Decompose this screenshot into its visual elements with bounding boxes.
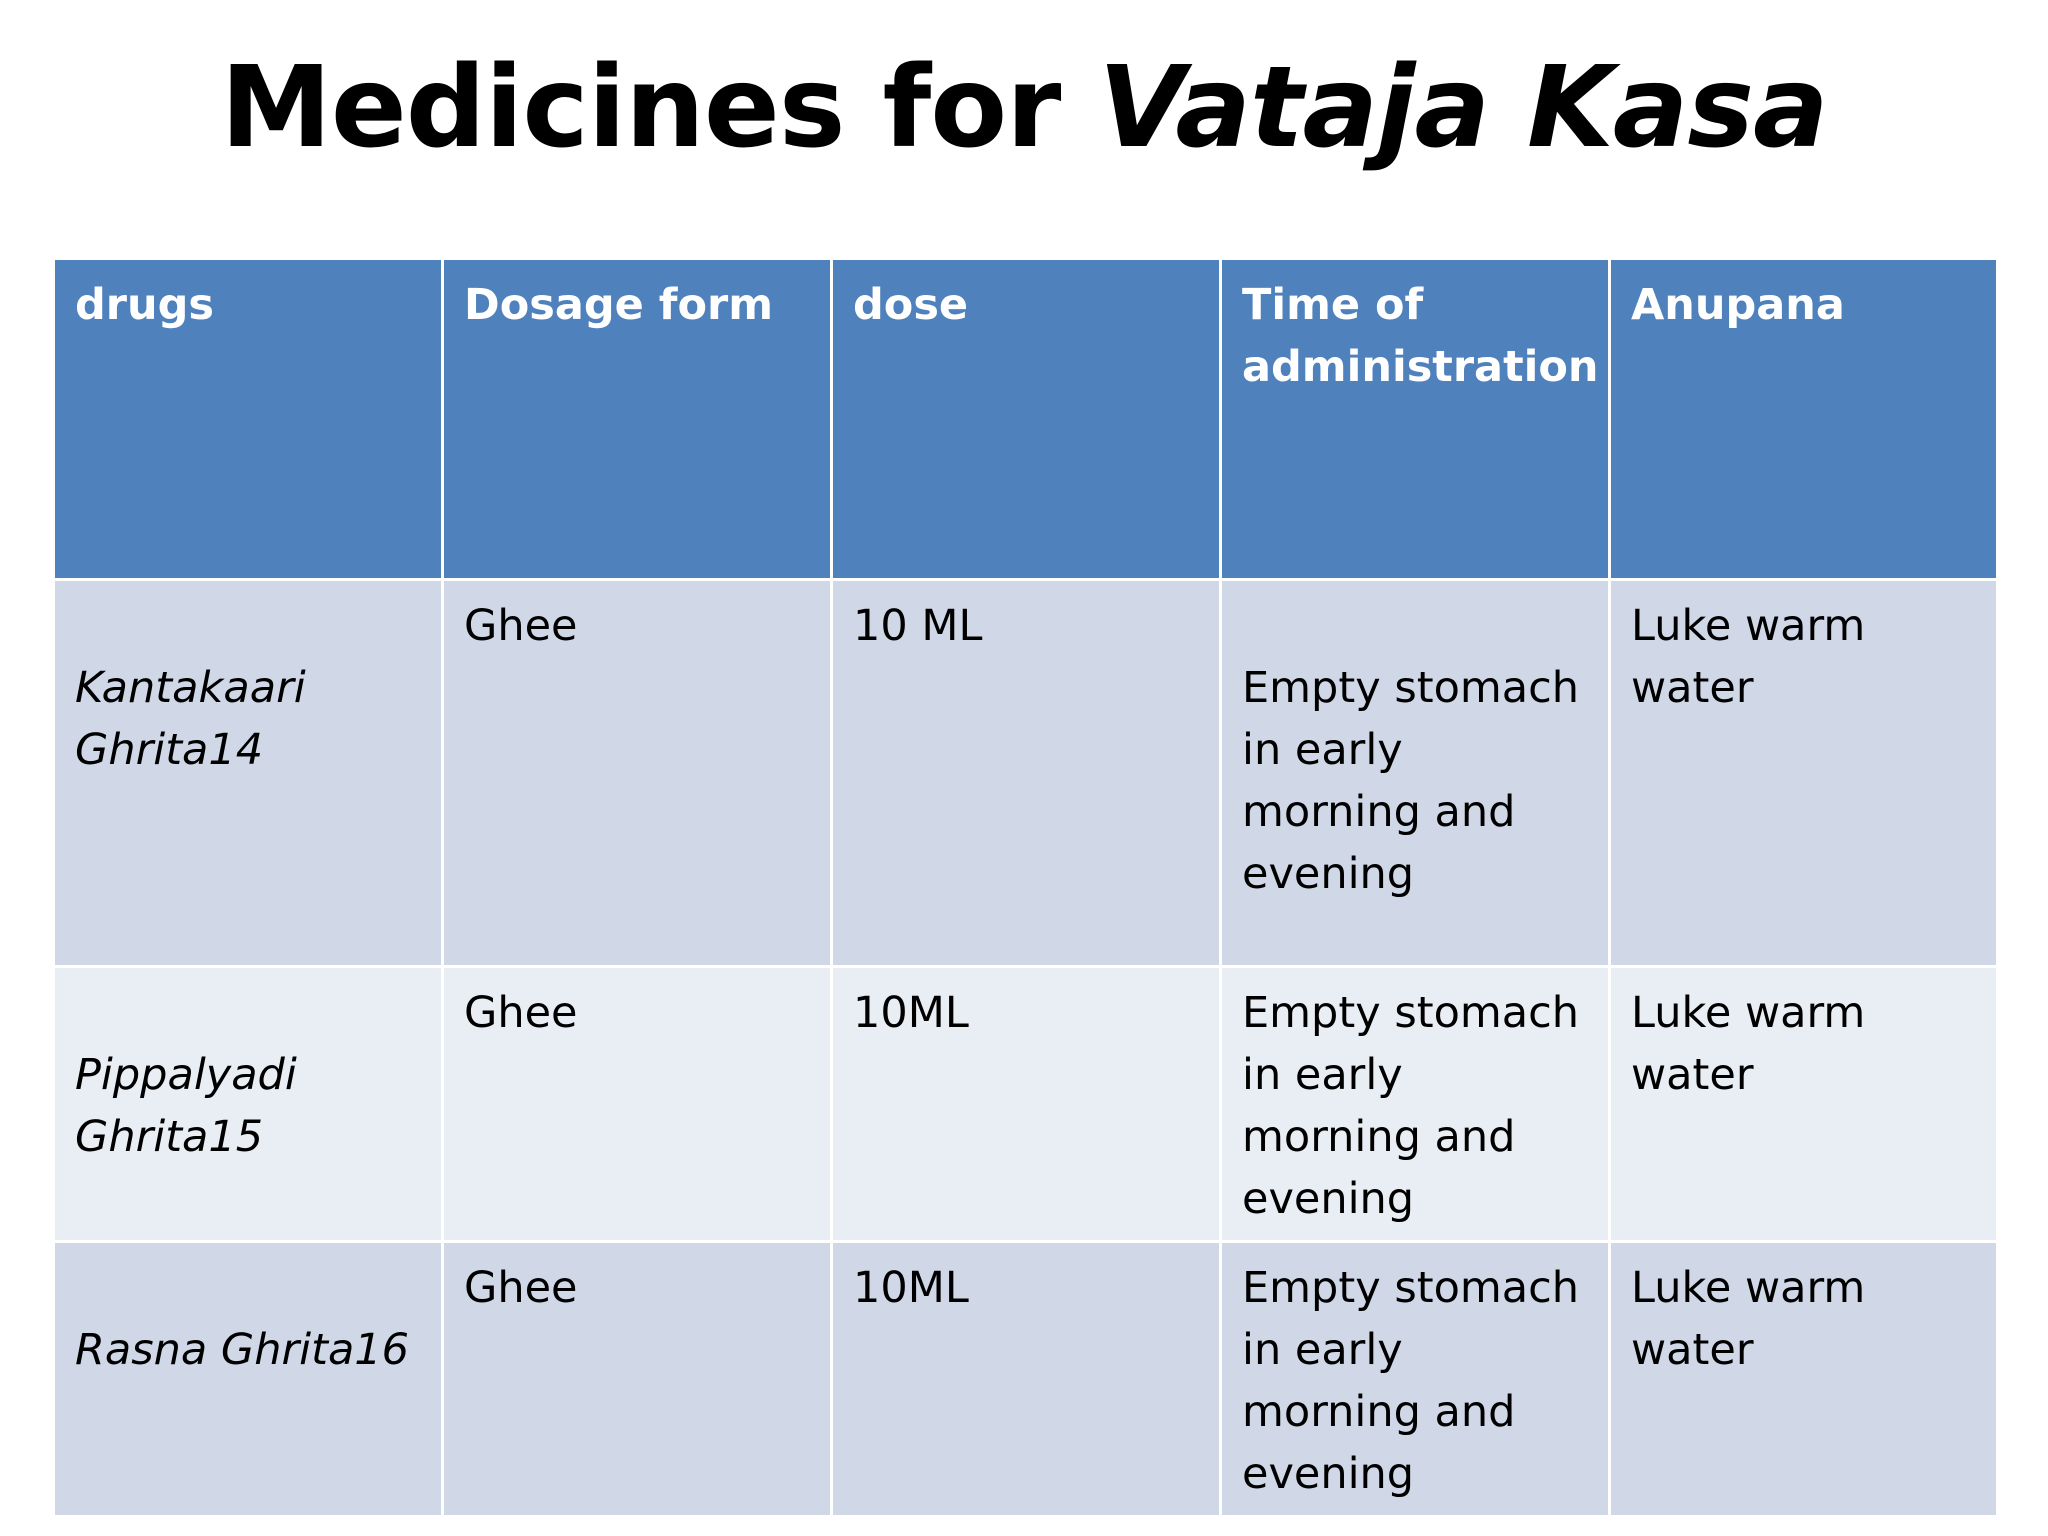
time-text: Empty stomach in early morning and evening <box>1242 663 1580 899</box>
cell-anupana: Luke warm water <box>1610 1242 1998 1517</box>
cell-drug <box>54 1242 443 1517</box>
cell-time <box>1221 580 1610 967</box>
cell-time: Empty stomach in early morning and evening <box>1221 967 1610 1242</box>
table-header-row <box>54 259 1998 580</box>
header-anupana: Anupana <box>1610 259 1998 580</box>
cell-dose: 10 ML <box>832 580 1221 967</box>
title-italic: Vataja Kasa <box>1098 43 1828 173</box>
cell-time: Empty stomach in early morning and evening <box>1221 1242 1610 1517</box>
cell-dosage-form: Ghee <box>443 580 832 967</box>
header-dose: dose <box>832 259 1221 580</box>
drug-name: Pippalyadi Ghrita15 <box>75 1050 297 1162</box>
medicines-table <box>52 257 1999 1518</box>
title-prefix: Medicines for <box>220 43 1099 173</box>
drug-name: Rasna Ghrita16 <box>75 1325 410 1375</box>
table-row <box>54 967 1998 1242</box>
page-title <box>0 38 2048 178</box>
table-row <box>54 580 1998 967</box>
drug-name: Kantakaari Ghrita14 <box>75 663 306 775</box>
cell-anupana: Luke warm water <box>1610 580 1998 967</box>
cell-anupana: Luke warm water <box>1610 967 1998 1242</box>
cell-drug <box>54 967 443 1242</box>
header-drugs: drugs <box>54 259 443 580</box>
table-row <box>54 1242 1998 1517</box>
cell-dose: 10ML <box>832 1242 1221 1517</box>
cell-drug <box>54 580 443 967</box>
cell-dosage-form: Ghee <box>443 1242 832 1517</box>
cell-dose: 10ML <box>832 967 1221 1242</box>
header-time-of-administration: Time of administration <box>1221 259 1610 580</box>
header-dosage-form: Dosage form <box>443 259 832 580</box>
cell-dosage-form: Ghee <box>443 967 832 1242</box>
